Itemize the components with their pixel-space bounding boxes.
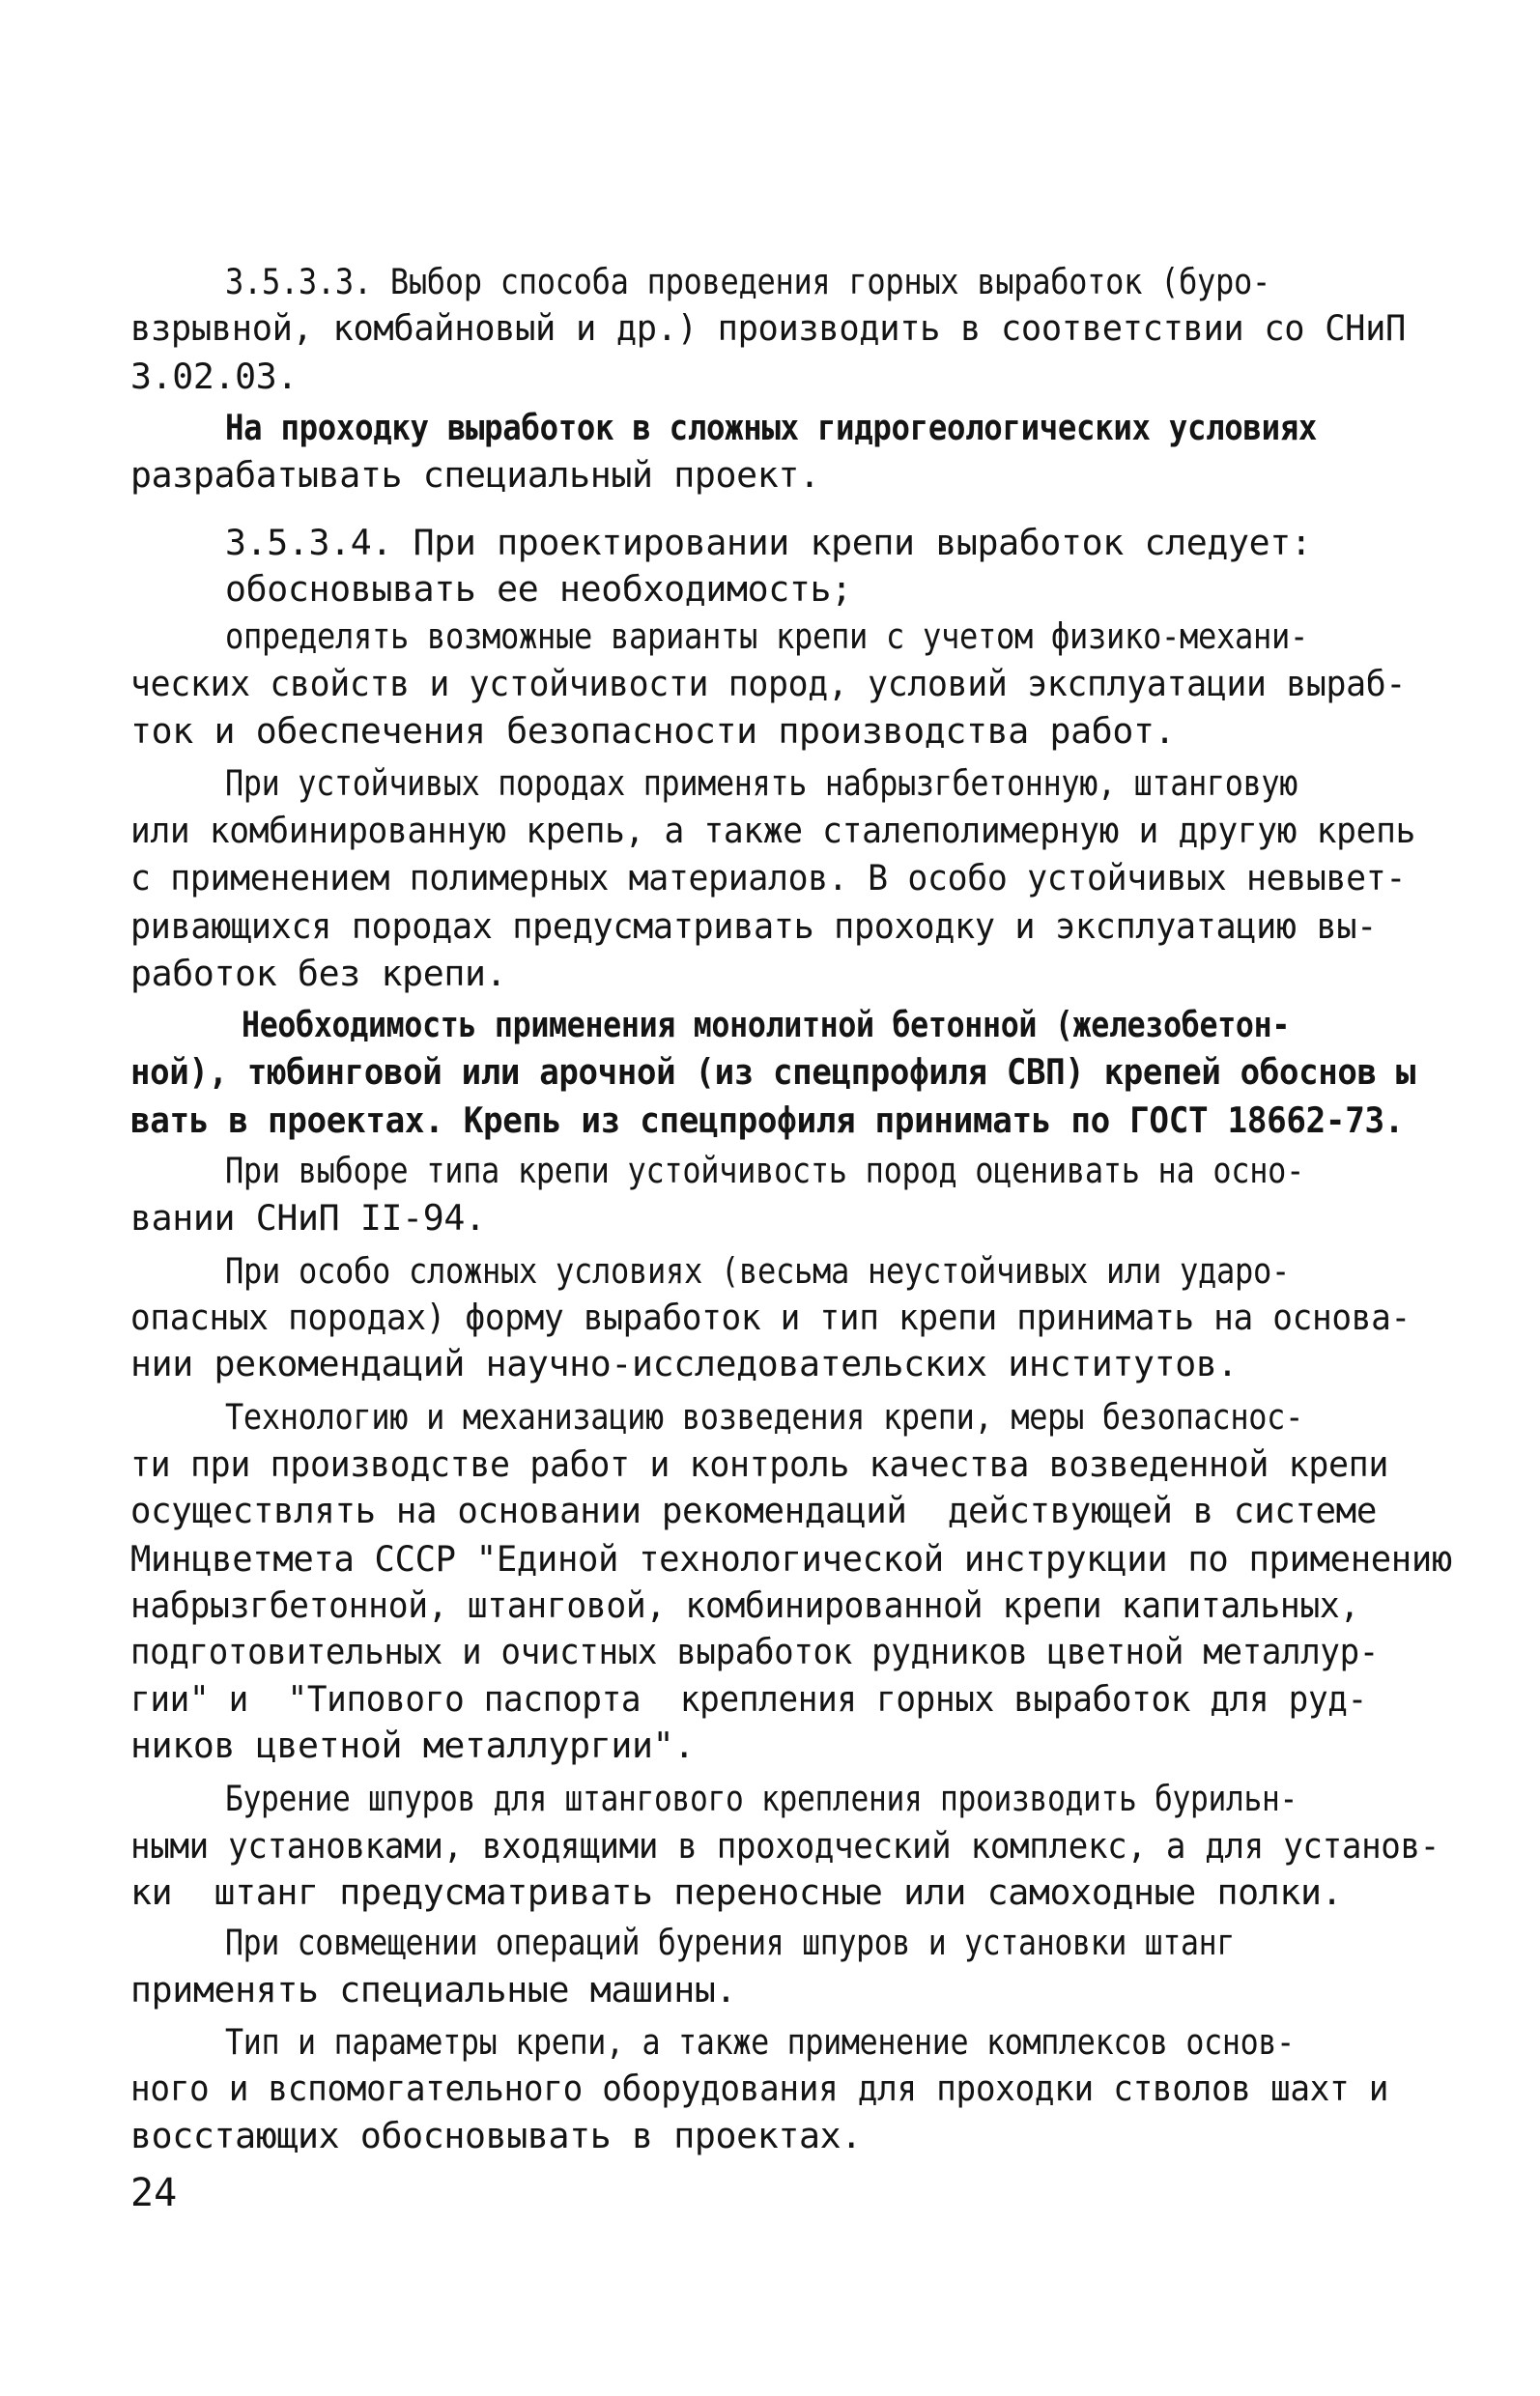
- text-line: набрызгбетонной, штанговой, комбинированной крепи капитальных,: [130, 1584, 1359, 1626]
- text-line: Тип и параметры крепи, а также применение комплексов основ-: [225, 2021, 1295, 2063]
- text-line: подготовительных и очистных выработок рудников цветной металлур-: [130, 1631, 1379, 1672]
- page-number: 24: [130, 2171, 178, 2215]
- text-line: вать в проектах. Крепь из спецпрофиля принимать по ГОСТ 18662-73.: [130, 1099, 1405, 1141]
- text-line: опасных породах) форму выработок и тип крепи принимать на основа-: [130, 1297, 1411, 1338]
- text-line: ников цветной металлургии".: [130, 1725, 695, 1766]
- text-line: взрывной, комбайновый и др.) производить в соответствии со СНиП: [130, 307, 1407, 349]
- text-line: применять специальные машины.: [130, 1969, 737, 2011]
- text-line: ток и обеспечения безопасности производства работ.: [130, 710, 1176, 752]
- text-line: определять возможные варианты крепи с учетом физико-механи-: [225, 615, 1308, 657]
- text-line: работок без крепи.: [130, 953, 507, 994]
- text-line: ти при производстве работ и контроль качества возведенной крепи: [130, 1443, 1389, 1485]
- text-line: ными установками, входящими в проходческий комплекс, а для установ-: [130, 1825, 1440, 1867]
- text-line: Необходимость применения монолитной бетонной (железобетон-: [242, 1004, 1291, 1045]
- text-line: При устойчивых породах применять набрызгбетонную, штанговую: [225, 762, 1298, 804]
- text-line: Технологию и механизацию возведения крепи, меры безопаснос-: [225, 1396, 1304, 1438]
- text-line: На проходку выработок в сложных гидрогеологических условиях: [225, 407, 1318, 448]
- text-line: При выборе типа крепи устойчивость пород оценивать на осно-: [225, 1150, 1305, 1191]
- text-line: вании СНиП II-94.: [130, 1197, 486, 1239]
- text-line: При особо сложных условиях (весьма неустойчивых или ударо-: [225, 1250, 1290, 1292]
- text-line: 3.02.03.: [130, 356, 298, 397]
- text-line: ной), тюбинговой или арочной (из спецпрофиля СВП) крепей обоснов ы: [130, 1051, 1416, 1093]
- text-line: гии" и "Типового паспорта крепления горных выработок для руд-: [130, 1678, 1367, 1720]
- text-line: При совмещении операций бурения шпуров и установки штанг: [225, 1922, 1235, 1963]
- text-line: Минцветмета СССР "Единой технологической инструкции по применению: [130, 1538, 1452, 1580]
- text-line: нии рекомендаций научно-исследовательских институтов.: [130, 1343, 1239, 1384]
- text-line: осуществлять на основании рекомендаций действующей в системе: [130, 1490, 1377, 1531]
- text-line: или комбинированную крепь, а также сталеполимерную и другую крепь: [130, 810, 1416, 851]
- text-line: ного и вспомогательного оборудования для проходки стволов шахт и: [130, 2068, 1389, 2109]
- text-line: Бурение шпуров для штангового крепления производить бурильн-: [225, 1778, 1298, 1819]
- text-line: разрабатывать специальный проект.: [130, 454, 820, 496]
- text-line: 3.5.3.4. При проектировании крепи выработок следует:: [225, 522, 1312, 563]
- text-line: ческих свойств и устойчивости пород, условий эксплуатации выраб-: [130, 663, 1407, 704]
- text-line: с применением полимерных материалов. В особо устойчивых невывет-: [130, 857, 1407, 898]
- text-line: 3.5.3.3. Выбор способа проведения горных выработок (буро-: [225, 261, 1270, 302]
- text-line: обосновывать ее необходимость;: [225, 568, 852, 610]
- text-line: ривающихся породах предусматривать проходку и эксплуатацию вы-: [130, 905, 1377, 947]
- text-line: ки штанг предусматривать переносные или самоходные полки.: [130, 1871, 1343, 1913]
- text-line: восстающих обосновывать в проектах.: [130, 2115, 862, 2156]
